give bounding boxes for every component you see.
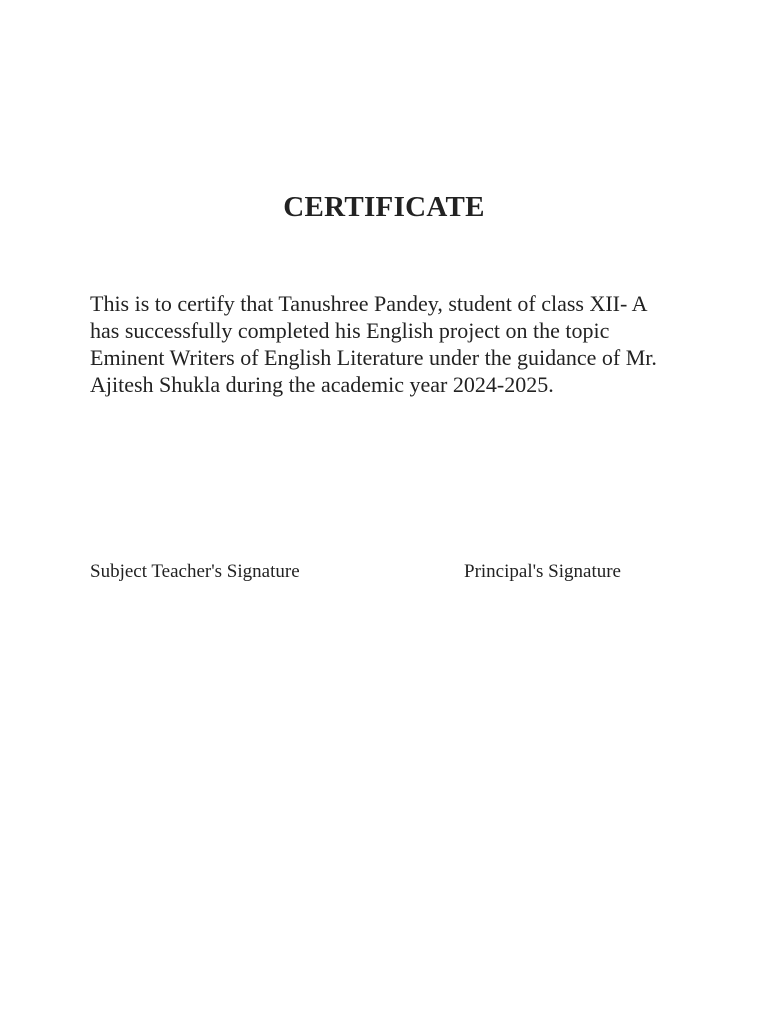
certificate-body-line: Eminent Writers of English Literature under the guidance of Mr. (90, 345, 657, 370)
teacher-signature-label: Subject Teacher's Signature (90, 561, 300, 582)
certificate-body-line: has successfully completed his English project on the topic (90, 318, 610, 343)
certificate-body-line: This is to certify that Tanushree Pandey, student of class XII- A (90, 291, 648, 316)
principal-signature-label: Principal's Signature (464, 561, 621, 582)
certificate-body (90, 290, 690, 398)
certificate-body-line: Ajitesh Shukla during the academic year 2024-2025. (90, 372, 554, 397)
certificate-title: CERTIFICATE (283, 191, 485, 223)
